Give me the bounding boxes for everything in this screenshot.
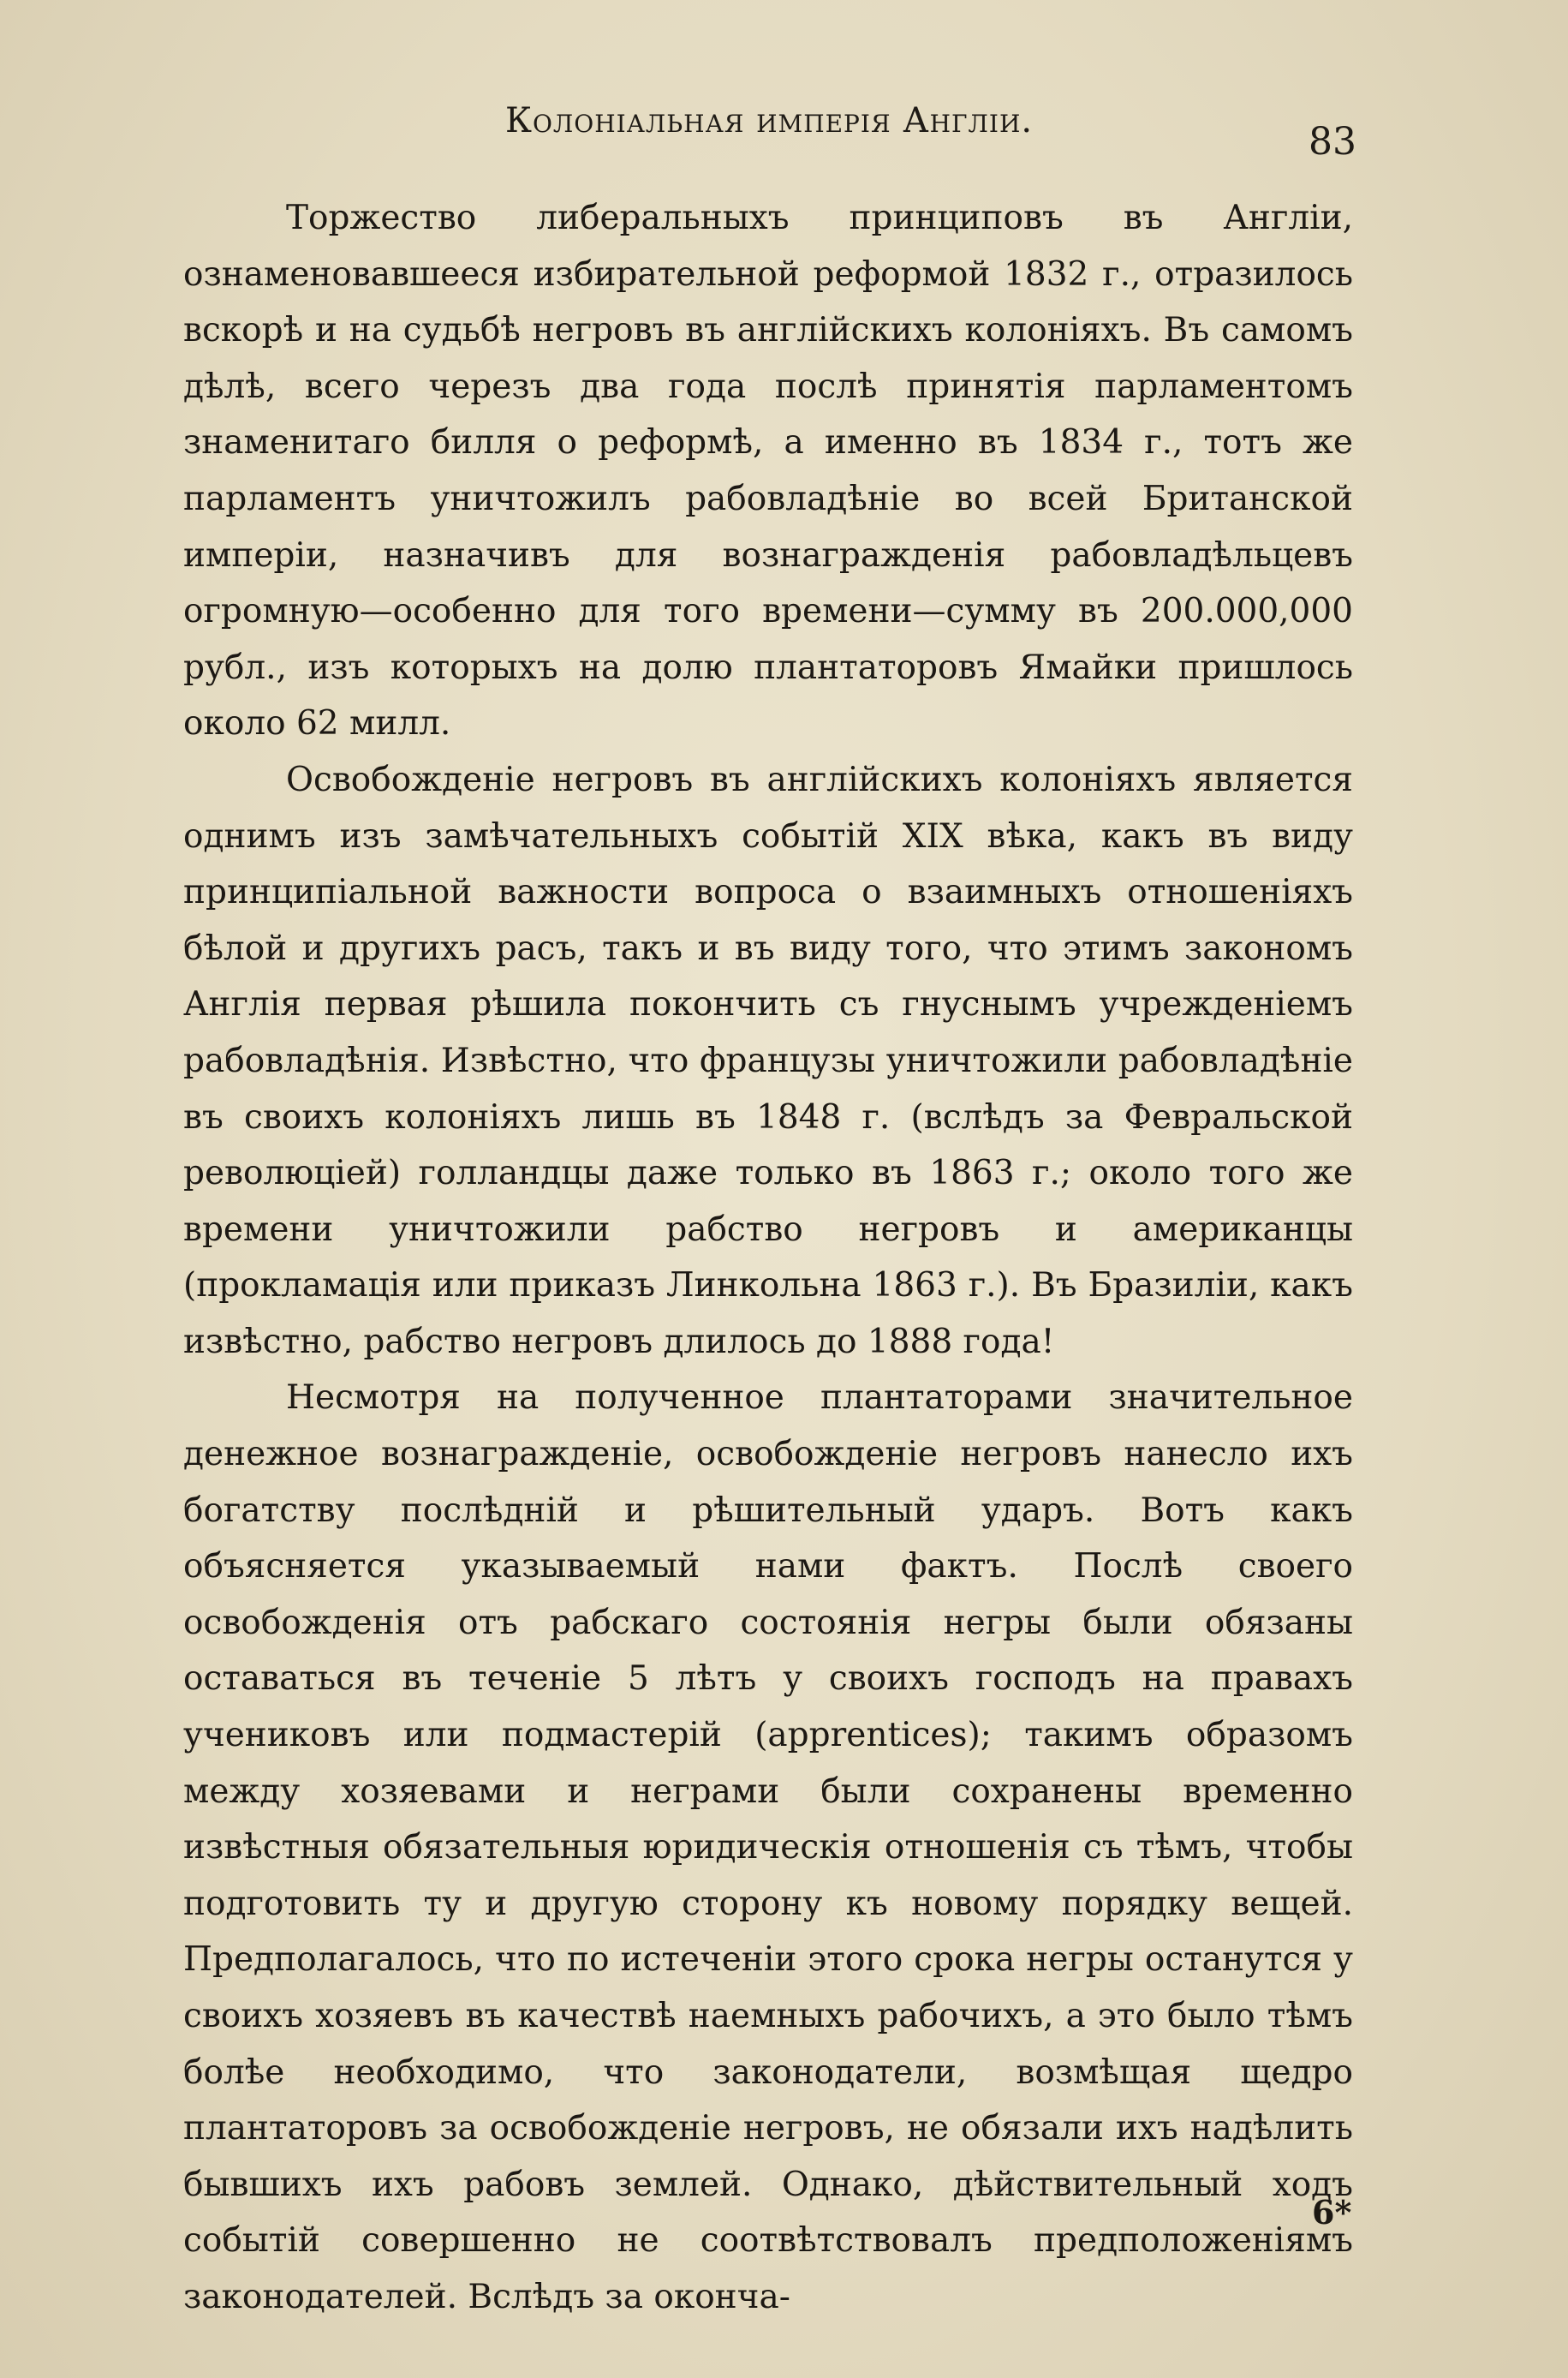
page-number: 83 bbox=[1309, 120, 1356, 164]
body-text bbox=[183, 190, 1353, 2326]
paragraph-3: Несмотря на полученное плантаторами значительное денежное вознагражденіе, освобожденіе негровъ нанесло ихъ богатству послѣдній и рѣшительный ударъ. Вотъ какъ объясняется указываемый нами фактъ. Послѣ своего освобожденія отъ рабскаго состоянія негры были обязаны оставаться въ теченіе 5 лѣтъ у своихъ господъ на правахъ учениковъ или подмастерій (apprentices); такимъ образомъ между хозяевами и неграми были сохранены временно извѣстныя обязательныя юридическія отношенія съ тѣмъ, чтобы подготовить ту и другую сторону къ новому порядку вещей. Предполагалось, что по истеченіи этого срока негры останутся у своихъ хозяевъ въ качествѣ наемныхъ рабочихъ, а это было тѣмъ болѣе необходимо, что законодатели, возмѣщая щедро плантаторовъ за освобожденіе негровъ, не обязали ихъ надѣлить бывшихъ ихъ рабовъ землей. Однако, дѣйствительный ходъ событій совершенно не соотвѣтствовалъ предположеніямъ законодателей. Вслѣдъ за оконча- bbox=[183, 1378, 1353, 2316]
running-title: Колоніальная имперія Англіи. bbox=[505, 101, 1034, 140]
signature-mark: 6* bbox=[1312, 2193, 1352, 2232]
paragraph-1: Торжество либеральныхъ принциповъ въ Англіи, ознаменовавшееся избирательной реформой 1832 г., отразилось вскорѣ и на судьбѣ негровъ въ англійскихъ колоніяхъ. Въ самомъ дѣлѣ, всего черезъ два года послѣ принятія парламентомъ знаменитаго билля о реформѣ, а именно въ 1834 г., тотъ же парламентъ уничтожилъ рабовладѣніе во всей Британской имперіи, назначивъ для вознагражденія рабовладѣльцевъ огромную—особенно для того времени—сумму въ 200.000,000 рубл., изъ которыхъ на долю плантаторовъ Ямайки пришлось около 62 милл. bbox=[183, 199, 1353, 744]
paragraph-2: Освобожденіе негровъ въ англійскихъ колоніяхъ является однимъ изъ замѣчательныхъ событій XIX вѣка, какъ въ виду принципіальной важности вопроса о взаимныхъ отношеніяхъ бѣлой и другихъ расъ, такъ и въ виду того, что этимъ закономъ Англія первая рѣшила покончить съ гнуснымъ учрежденіемъ рабовладѣнія. Извѣстно, что французы уничтожили рабовладѣніе въ своихъ колоніяхъ лишь въ 1848 г. (вслѣдъ за Февральской революціей) голландцы даже только въ 1863 г.; около того же времени уничтожили рабство негровъ и американцы (прокламація или приказъ Линкольна 1863 г.). Въ Бразиліи, какъ извѣстно, рабство негровъ длилось до 1888 года! bbox=[183, 760, 1353, 1361]
